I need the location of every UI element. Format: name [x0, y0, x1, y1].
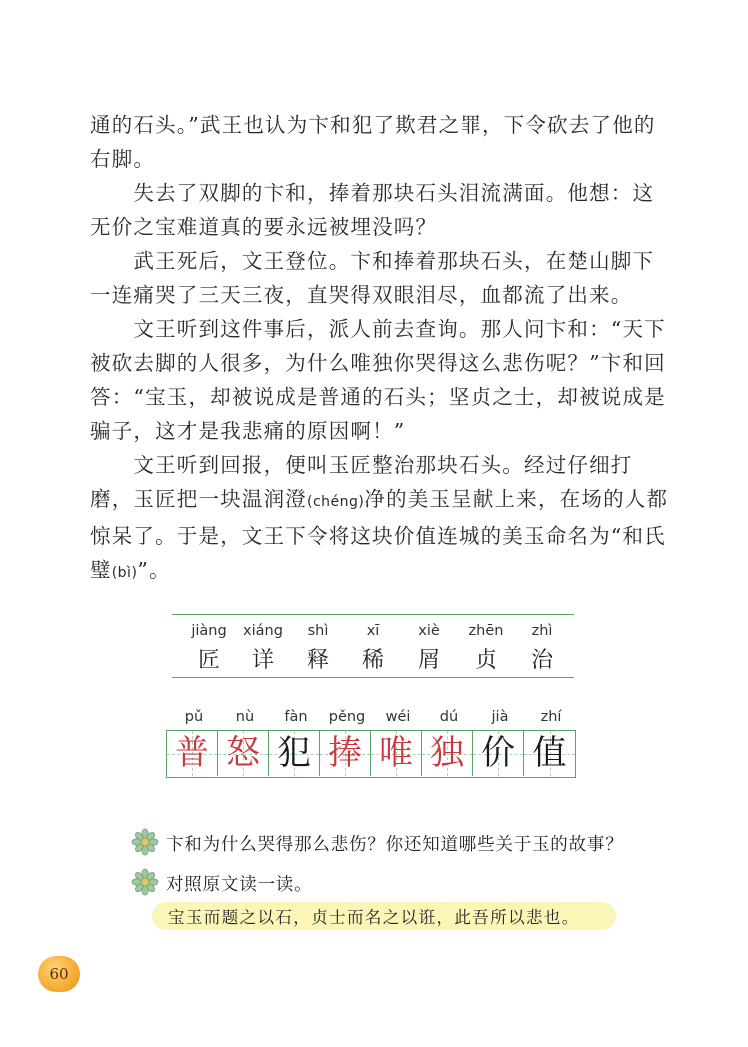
vocab-character: 详	[251, 648, 274, 673]
recognize-vocab-box	[172, 614, 574, 678]
story-paragraph-3: 武王死后，文王登位。卞和捧着那块石头，在楚山脚下一连痛哭了三天三夜，直哭得双眼泪尽，血都流了出来。	[90, 249, 655, 307]
vocab-character: 稀	[361, 648, 384, 673]
writing-grid	[166, 730, 576, 778]
write-pinyin: zhí	[540, 709, 562, 725]
page-number-badge	[38, 956, 80, 992]
vocab-character: 治	[530, 648, 553, 673]
write-pinyin: pěng	[328, 709, 366, 725]
page-number: 60	[49, 965, 69, 983]
vocab-character: 屑	[417, 648, 440, 673]
write-pinyin: wéi	[385, 709, 411, 725]
story-paragraph-4: 文王听到这件事后，派人前去查询。那人问卞和：“天下被砍去脚的人很多，为什么唯独你哭得这么悲伤呢？”卞和回答：“宝玉，却被说成是普通的石头；坚贞之士，却被说成是骗子，这才是我悲痛的原因啊！”	[90, 317, 666, 443]
paragraph-5-text-b: 净的美玉呈献上来，在场的人都惊呆了。于是，文王下令将这块价值连城的美玉命名为“和氏璧	[90, 487, 669, 582]
grid-character: 唯	[379, 733, 413, 773]
vocab-character: 释	[306, 648, 329, 673]
story-paragraph-1: 通的石头。”武王也认为卞和犯了欺君之罪，下令砍去了他的右脚。	[90, 113, 656, 171]
vocab-pinyin: xiáng	[243, 623, 283, 639]
grid-character: 价	[481, 733, 515, 773]
vocab-character: 匠	[197, 648, 220, 673]
question-2: 对照原文读一读。	[166, 875, 313, 895]
vocab-pinyin: zhēn	[468, 623, 504, 639]
vocab-pinyin: shì	[307, 623, 329, 639]
grid-cell	[524, 731, 575, 776]
grid-cell	[269, 731, 320, 776]
grid-character: 犯	[277, 733, 311, 773]
grid-cell	[473, 731, 524, 776]
story-paragraph-5	[90, 448, 670, 590]
flower-bullet-icon	[131, 868, 159, 896]
grid-character: 捧	[328, 733, 362, 773]
vocab-character: 贞	[474, 648, 497, 673]
write-pinyin: nù	[235, 709, 255, 725]
pinyin-annotation-cheng: (chéng)	[307, 494, 365, 510]
flower-bullet-icon	[131, 828, 159, 856]
grid-cell	[167, 731, 218, 776]
paragraph-5-text-c: ”。	[137, 558, 171, 582]
grid-cell	[320, 731, 371, 776]
paragraph-5-text-a: 文王听到回报，便叫玉匠整治那块石头。经过仔细打磨，玉匠把一块温润澄	[90, 453, 633, 511]
vocab-pinyin: zhì	[531, 623, 553, 639]
pinyin-annotation-bi: (bì)	[111, 565, 138, 581]
grid-character: 值	[532, 733, 567, 773]
grid-cell	[422, 731, 473, 776]
story-paragraph-2: 失去了双脚的卞和，捧着那块石头泪流满面。他想：这无价之宝难道真的要永远被埋没吗？	[90, 181, 655, 239]
vocab-pinyin: xiè	[418, 623, 440, 639]
write-pinyin: jià	[491, 709, 509, 725]
grid-character: 普	[175, 733, 209, 773]
vocab-pinyin: jiàng	[191, 623, 227, 639]
write-pinyin: dú	[439, 709, 459, 725]
grid-cell	[218, 731, 269, 776]
write-pinyin: pǔ	[184, 709, 204, 725]
grid-cell	[371, 731, 422, 776]
grid-character: 怒	[226, 733, 260, 773]
original-text-quote: 宝玉而题之以石，贞士而名之以诳，此吾所以悲也。	[168, 908, 580, 927]
question-1: 卞和为什么哭得那么悲伤？你还知道哪些关于玉的故事？	[166, 835, 624, 855]
vocab-pinyin: xī	[366, 623, 380, 639]
write-pinyin: fàn	[284, 709, 308, 725]
grid-character: 独	[430, 733, 464, 773]
